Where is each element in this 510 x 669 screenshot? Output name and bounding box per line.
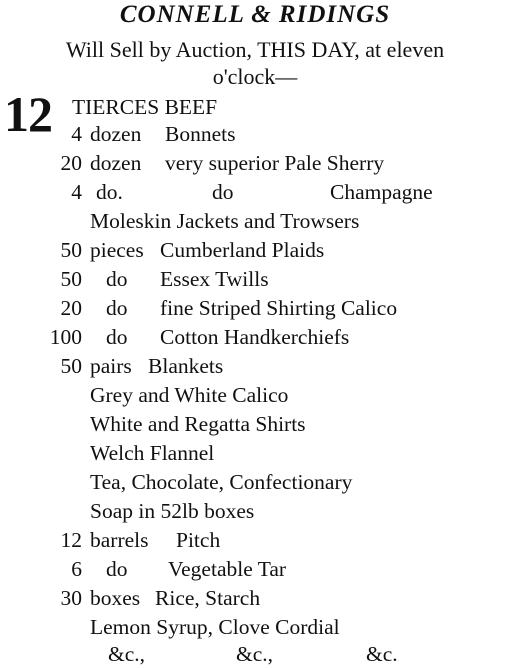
item-quantity: 100 — [49, 325, 82, 349]
list-item — [0, 410, 510, 439]
item-description: do — [212, 180, 234, 204]
item-quantity: 4 — [71, 122, 82, 146]
list-item — [0, 236, 510, 265]
item-description: Tea, Chocolate, Confectionary — [90, 470, 353, 494]
list-item — [0, 526, 510, 555]
list-item — [0, 584, 510, 613]
intro-line-2: o'clock— — [212, 64, 298, 89]
item-unit: do. — [96, 180, 123, 204]
item-extra: Champagne — [330, 180, 433, 204]
item-quantity: 12 — [60, 528, 82, 552]
item-description: fine Striped Shirting Calico — [160, 296, 398, 320]
list-item — [0, 613, 510, 642]
item-unit: pieces — [90, 238, 144, 262]
item-description: Cotton Handkerchiefs — [160, 325, 350, 349]
list-item — [0, 468, 510, 497]
item-description: Soap in 52lb boxes — [90, 499, 255, 523]
closing-etc-2: &c., — [236, 642, 274, 666]
item-unit: boxes — [90, 586, 141, 610]
closing-etc-3: &c. — [366, 642, 398, 666]
intro-line-1: Will Sell by Auction, THIS DAY, at eleven — [65, 37, 445, 62]
list-item — [0, 439, 510, 468]
item-unit: do — [106, 267, 128, 291]
item-description: Grey and White Calico — [90, 383, 289, 407]
item-unit: pairs — [90, 354, 132, 378]
item-quantity: 50 — [60, 267, 82, 291]
item-description: Bonnets — [165, 122, 236, 146]
list-item — [0, 352, 510, 381]
item-description: Welch Flannel — [90, 441, 215, 465]
item-quantity: 30 — [60, 586, 82, 610]
item-quantity: 50 — [60, 354, 82, 378]
lead-item: TIERCES BEEF — [72, 95, 218, 119]
item-quantity: 4 — [71, 180, 82, 204]
item-unit: do — [106, 296, 128, 320]
list-item — [0, 555, 510, 584]
firm-name: CONNELL & RIDINGS — [119, 1, 391, 28]
item-quantity: 20 — [60, 296, 82, 320]
list-item — [0, 497, 510, 526]
item-quantity: 20 — [60, 151, 82, 175]
item-description: Cumberland Plaids — [160, 238, 325, 262]
item-description: Essex Twills — [160, 267, 269, 291]
list-item — [0, 178, 510, 207]
list-item — [0, 381, 510, 410]
item-description: Blankets — [148, 354, 224, 378]
lead-quantity: 12 — [4, 86, 52, 142]
item-description: Moleskin Jackets and Trowsers — [90, 209, 360, 233]
list-item — [0, 120, 510, 149]
item-unit: dozen — [90, 122, 142, 146]
list-item — [0, 294, 510, 323]
item-description: Lemon Syrup, Clove Cordial — [90, 615, 340, 639]
closing-line — [0, 640, 510, 669]
item-unit: do — [106, 325, 128, 349]
item-description: Vegetable Tar — [168, 557, 287, 581]
item-quantity: 50 — [60, 238, 82, 262]
item-description: White and Regatta Shirts — [90, 412, 306, 436]
item-unit: dozen — [90, 151, 142, 175]
lead-item-line — [0, 93, 510, 122]
item-unit: barrels — [90, 528, 149, 552]
list-item — [0, 207, 510, 236]
item-description: Pitch — [176, 528, 221, 552]
item-description: very superior Pale Sherry — [165, 151, 385, 175]
closing-etc-1: &c., — [108, 642, 146, 666]
item-description: Rice, Starch — [155, 586, 261, 610]
list-item — [0, 323, 510, 352]
item-quantity: 6 — [71, 557, 82, 581]
list-item — [0, 265, 510, 294]
item-unit: do — [106, 557, 128, 581]
list-item — [0, 149, 510, 178]
